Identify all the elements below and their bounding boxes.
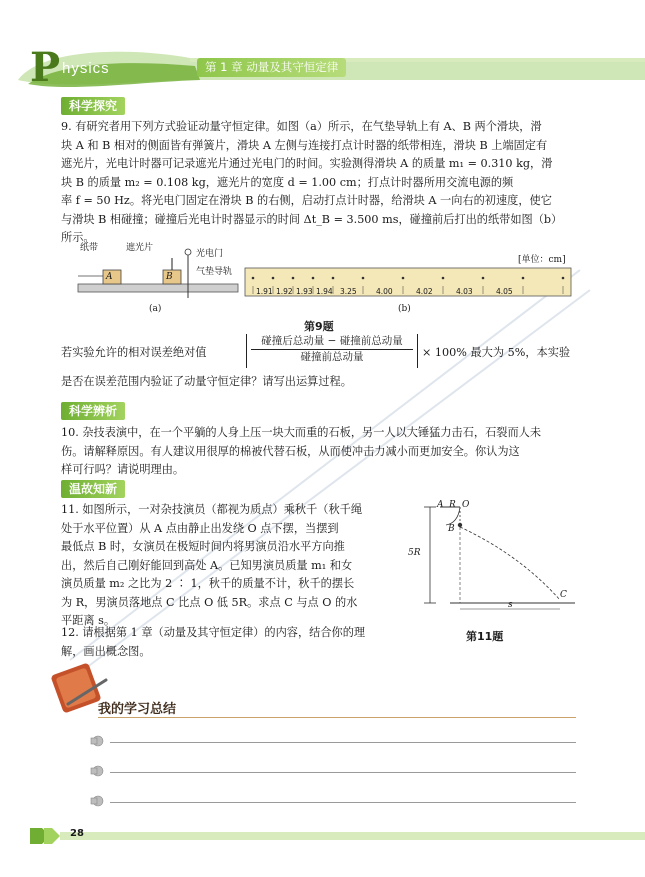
- summary-title: 我的学习总结: [98, 702, 177, 717]
- page-number: 28: [70, 828, 84, 839]
- formula-abs-bars: [246, 334, 418, 368]
- fig11-label-5r: 5R: [408, 548, 421, 558]
- tape-value: 1.93: [296, 287, 313, 296]
- tape-value: 3.25: [340, 287, 357, 296]
- pin-icons: [86, 733, 110, 813]
- q10-line: 样可行吗？请说明理由。: [61, 463, 185, 476]
- figure-11-swing: [410, 495, 580, 625]
- fig11-label-c: C: [560, 590, 567, 600]
- q11-line: 11. 如图所示，一对杂技演员（都视为质点）乘秋千（秋千绳: [61, 503, 363, 516]
- fig11-label-a: A: [437, 500, 444, 510]
- q11-line: 演员质量 m₂ 之比为 2 ∶ 1，秋千的质量不计，秋千的摆长: [61, 577, 355, 590]
- logo-letter: P: [30, 44, 61, 91]
- section-label-explore: 科学探究: [61, 97, 125, 115]
- tape-value: 1.91: [256, 287, 273, 296]
- q9-line: 遮光片，光电计时器可记录遮光片通过光电门的时间。实验测得滑块 A 的质量 m₁ = 0.310 kg，滑: [61, 157, 553, 170]
- label-gate: 光电门: [196, 249, 224, 259]
- question-12: [61, 624, 406, 661]
- q11-line: 最低点 B 时，女演员在极短时间内将男演员沿水平方向推: [61, 540, 345, 553]
- tape-value: 1.92: [276, 287, 293, 296]
- section-label-review: 温故知新: [61, 480, 125, 498]
- figure-9-caption: 第9题: [304, 320, 334, 333]
- caption-b: (b): [398, 304, 411, 314]
- label-shade: 遮光片: [126, 243, 154, 253]
- fig11-label-b: B: [448, 524, 455, 534]
- label-tape: 纸带: [80, 243, 99, 253]
- fig11-label-o: O: [462, 500, 470, 510]
- fig11-label-r: R: [449, 500, 456, 510]
- tape-value: 4.05: [496, 287, 513, 296]
- q11-line: 为 R，男演员落地点 C 比点 O 低 5R。求点 C 与点 O 的水: [61, 595, 358, 609]
- logo-text: hysics: [62, 60, 110, 77]
- footer-band: [30, 826, 645, 846]
- label-b: B: [166, 272, 173, 282]
- chapter-tag: 第 1 章 动量及其守恒定律: [197, 58, 346, 77]
- tape-value: 4.00: [376, 287, 393, 296]
- figure-11-caption: 第11题: [466, 630, 504, 643]
- label-track: 气垫导轨: [196, 267, 233, 277]
- q11-line: 平距离 s。: [61, 614, 116, 627]
- formula-numerator: 碰撞后总动量 − 碰撞前总动量: [251, 334, 413, 350]
- q9-line: 所示。: [61, 231, 95, 244]
- q9-line: 率 f = 50 Hz。将光电门固定在滑块 B 的右侧，启动打点计时器，给滑块 A 一向右的初速度，使它: [61, 194, 552, 207]
- tape-value: 4.03: [456, 287, 473, 296]
- question-10: [61, 424, 591, 480]
- question-11: [61, 501, 406, 631]
- summary-writing-line[interactable]: [110, 802, 576, 803]
- q9-final-line: 是否在误差范围内验证了动量守恒定律？请写出运算过程。: [61, 375, 352, 388]
- summary-writing-line[interactable]: [110, 742, 576, 743]
- q10-line: 10. 杂技表演中，在一个平躺的人身上压一块大而重的石板，另一人以大锤猛力击石，石裂而人未: [61, 426, 542, 439]
- q11-line: 处于水平位置）从 A 点由静止出发绕 O 点下摆，当摆到: [61, 521, 339, 535]
- formula-suffix: × 100% 最大为 5%，本实验: [422, 346, 571, 359]
- q9-line: 块 B 的质量 m₂ = 0.108 kg，遮光片的宽度 d = 1.00 cm；打点计时器所用交流电源的频: [61, 175, 514, 189]
- question-9: [61, 118, 591, 248]
- summary-writing-line[interactable]: [110, 772, 576, 773]
- section-label-discuss: 科学辨析: [61, 402, 125, 420]
- q12-line: 解，画出概念图。: [61, 644, 151, 658]
- summary-title-underline: [98, 717, 576, 718]
- q9-line: 与滑块 B 相碰撞；碰撞后光电计时器显示的时间 Δt_B = 3.500 ms，碰撞前后打出的纸带如图（b）: [61, 212, 563, 226]
- label-a: A: [106, 272, 113, 282]
- tape-value: 4.02: [416, 287, 433, 296]
- q11-line: 出，然后自己刚好能回到高处 A。已知男演员质量 m₁ 和女: [61, 558, 353, 572]
- formula-denominator: 碰撞前总动量: [300, 351, 364, 363]
- tape-value: 1.94: [316, 287, 333, 296]
- label-unit: [单位：cm]: [518, 255, 566, 265]
- caption-a: (a): [149, 304, 162, 314]
- q9-line: 9. 有研究者用下列方式验证动量守恒定律。如图（a）所示，在气垫导轨上有 A、B 两个滑块，滑: [61, 120, 542, 133]
- formula-prefix: 若实验允许的相对误差绝对值: [61, 346, 207, 359]
- q9-line: 块 A 和 B 相对的侧面皆有弹簧片，滑块 A 左侧与连接打点计时器的纸带相连，滑块 B 上端固定有: [61, 138, 548, 152]
- fig11-label-s: s: [508, 600, 513, 610]
- q10-line: 伤。请解释原因。有人建议用很厚的棉被代替石板，从而使冲击力减小而更加安全。你认为这: [61, 444, 520, 458]
- q12-line: 12. 请根据第 1 章（动量及其守恒定律）的内容，结合你的理: [61, 626, 366, 639]
